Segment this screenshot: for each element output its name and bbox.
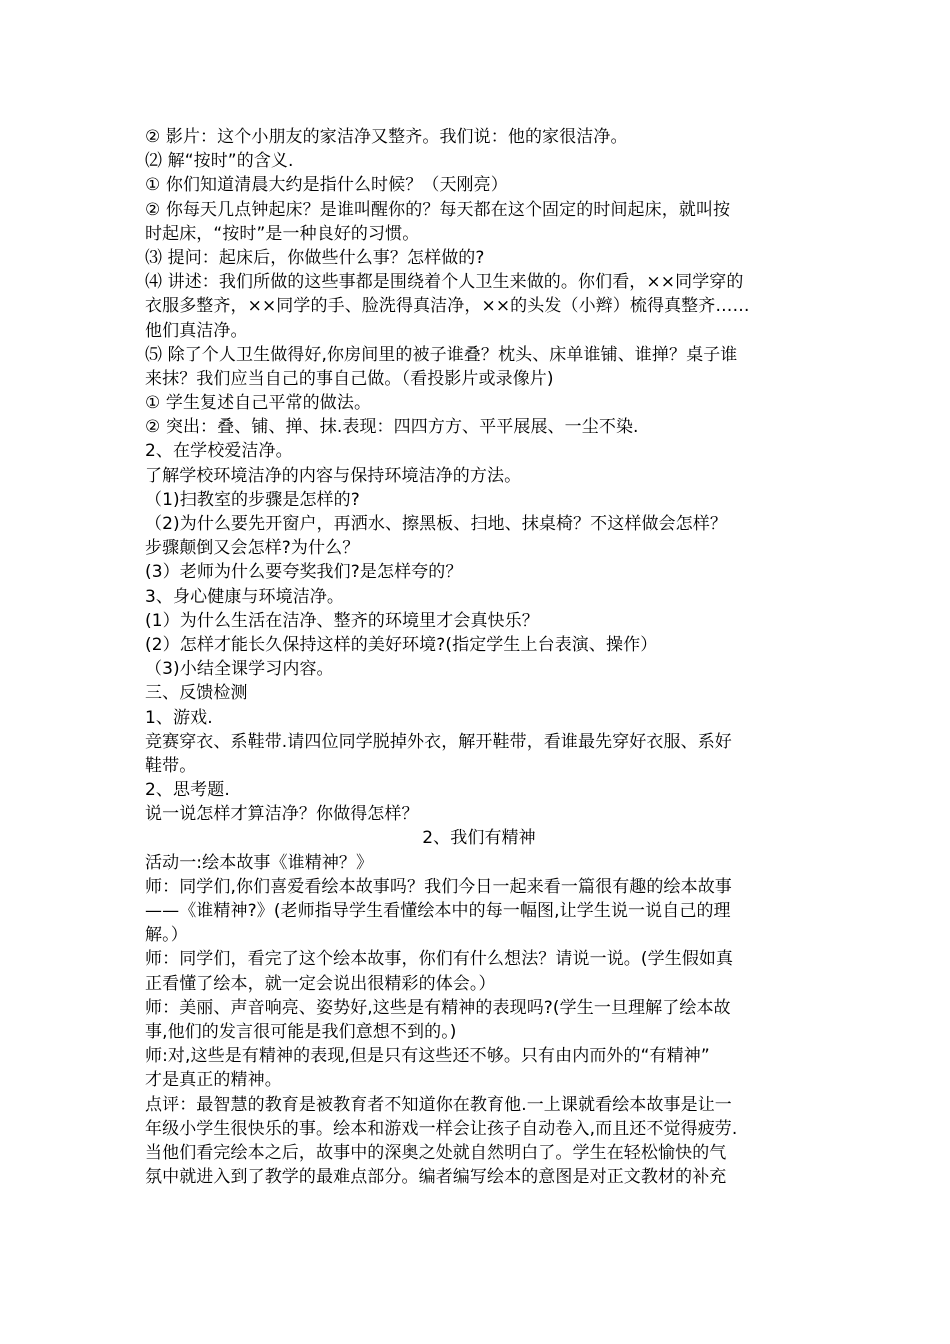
text-line: 来抹？我们应当自己的事自己做。（看投影片或录像片) — [145, 368, 554, 389]
section-heading: 2、在学校爱洁净。 — [145, 441, 293, 462]
text-line: ① 你们知道清晨大约是指什么时候？（天刚亮） — [145, 175, 508, 196]
text-line: 解。） — [145, 925, 188, 946]
text-line: 步骤颠倒又会怎样?为什么？ — [145, 538, 360, 559]
text-line: 事,他们的发言很可能是我们意想不到的。) — [145, 1021, 457, 1042]
text-line: (1）为什么生活在洁净、整齐的环境里才会真快乐？ — [145, 610, 539, 631]
text-line: (2）怎样才能长久保持这样的美好环境?(指定学生上台表演、操作） — [145, 634, 658, 655]
text-line: ⑵ 解“按时”的含义. — [145, 151, 294, 172]
document-body — [145, 125, 813, 1189]
text-line: ⑷ 讲述：我们所做的这些事都是围绕着个人卫生来做的。你们看，××同学穿的 — [145, 272, 744, 293]
text-line: （3)小结全课学习内容。 — [145, 659, 334, 680]
section-heading: 三、反馈检测 — [145, 683, 248, 704]
text-line: ⑸ 除了个人卫生做得好,你房间里的被子谁叠？枕头、床单谁铺、谁掸？桌子谁 — [145, 344, 738, 365]
text-line: 才是真正的精神。 — [145, 1070, 282, 1091]
text-line: 师：美丽、声音响亮、姿势好,这些是有精神的表现吗?(学生一旦理解了绘本故 — [145, 997, 731, 1018]
section-heading: 2、思考题. — [145, 780, 230, 801]
text-line: ⑶ 提问：起床后，你做些什么事？怎样做的? — [145, 247, 485, 268]
text-line: 正看懂了绘本，就一定会说出很精彩的体会。） — [145, 973, 496, 994]
text-line: 他们真洁净。 — [145, 320, 248, 341]
text-line: （2)为什么要先开窗户，再洒水、擦黑板、扫地、抹桌椅？不这样做会怎样？ — [145, 514, 727, 534]
text-line: 当他们看完绘本之后，故事中的深奥之处就自然明白了。学生在轻松愉快的气 — [145, 1142, 727, 1163]
text-line: ① 学生复述自己平常的做法。 — [145, 393, 372, 414]
text-line: 衣服多整齐，××同学的手、脸洗得真洁净，××的头发（小辫）梳得真整齐…… — [145, 296, 750, 317]
text-line: 说一说怎样才算洁净？你做得怎样？ — [145, 804, 419, 825]
text-line: ② 影片：这个小朋友的家洁净又整齐。我们说：他的家很洁净。 — [145, 127, 628, 147]
section-heading: 3、身心健康与环境洁净。 — [145, 586, 345, 607]
text-line: 年级小学生很快乐的事。绘本和游戏一样会让孩子自动卷入,而且还不觉得疲劳. — [145, 1118, 738, 1139]
text-line: 鞋带。 — [145, 755, 197, 776]
lesson-title: 2、我们有精神 — [422, 828, 536, 849]
text-line: 点评：最智慧的教育是被教育者不知道你在教育他.一上课就看绘本故事是让一 — [145, 1094, 732, 1115]
section-heading: 活动一:绘本故事《谁精神？》 — [145, 852, 374, 873]
text-line: 师：同学们，看完了这个绘本故事，你们有什么想法？请说一说。(学生假如真 — [145, 949, 734, 970]
text-line: 时起床，“按时”是一种良好的习惯。 — [145, 223, 420, 244]
section-heading: 1、游戏. — [145, 707, 213, 728]
text-line: 竞赛穿衣、系鞋带.请四位同学脱掉外衣，解开鞋带，看谁最先穿好衣服、系好 — [145, 731, 732, 752]
text-line: ② 突出：叠、铺、掸、抹.表现：四四方方、平平展展、一尘不染. — [145, 417, 639, 438]
text-line: ② 你每天几点钟起床？是谁叫醒你的？每天都在这个固定的时间起床，就叫按 — [145, 199, 731, 220]
text-line: 师:对,这些是有精神的表现,但是只有这些还不够。只有由内而外的“有精神” — [145, 1046, 710, 1067]
text-line: (3）老师为什么要夸奖我们?是怎样夸的？ — [145, 562, 463, 583]
text-line: 了解学校环境洁净的内容与保持环境洁净的方法。 — [145, 465, 522, 486]
text-line: 师：同学们,你们喜爱看绘本故事吗？我们今日一起来看一篇很有趣的绘本故事 — [145, 876, 732, 897]
text-line: ——《谁精神?》(老师指导学生看懂绘本中的每一幅图,让学生说一说自己的理 — [145, 901, 731, 921]
text-line: （1)扫教室的步骤是怎样的? — [145, 489, 360, 510]
text-line: 氛中就进入到了教学的最难点部分。编者编写绘本的意图是对正文教材的补充 — [145, 1167, 727, 1188]
